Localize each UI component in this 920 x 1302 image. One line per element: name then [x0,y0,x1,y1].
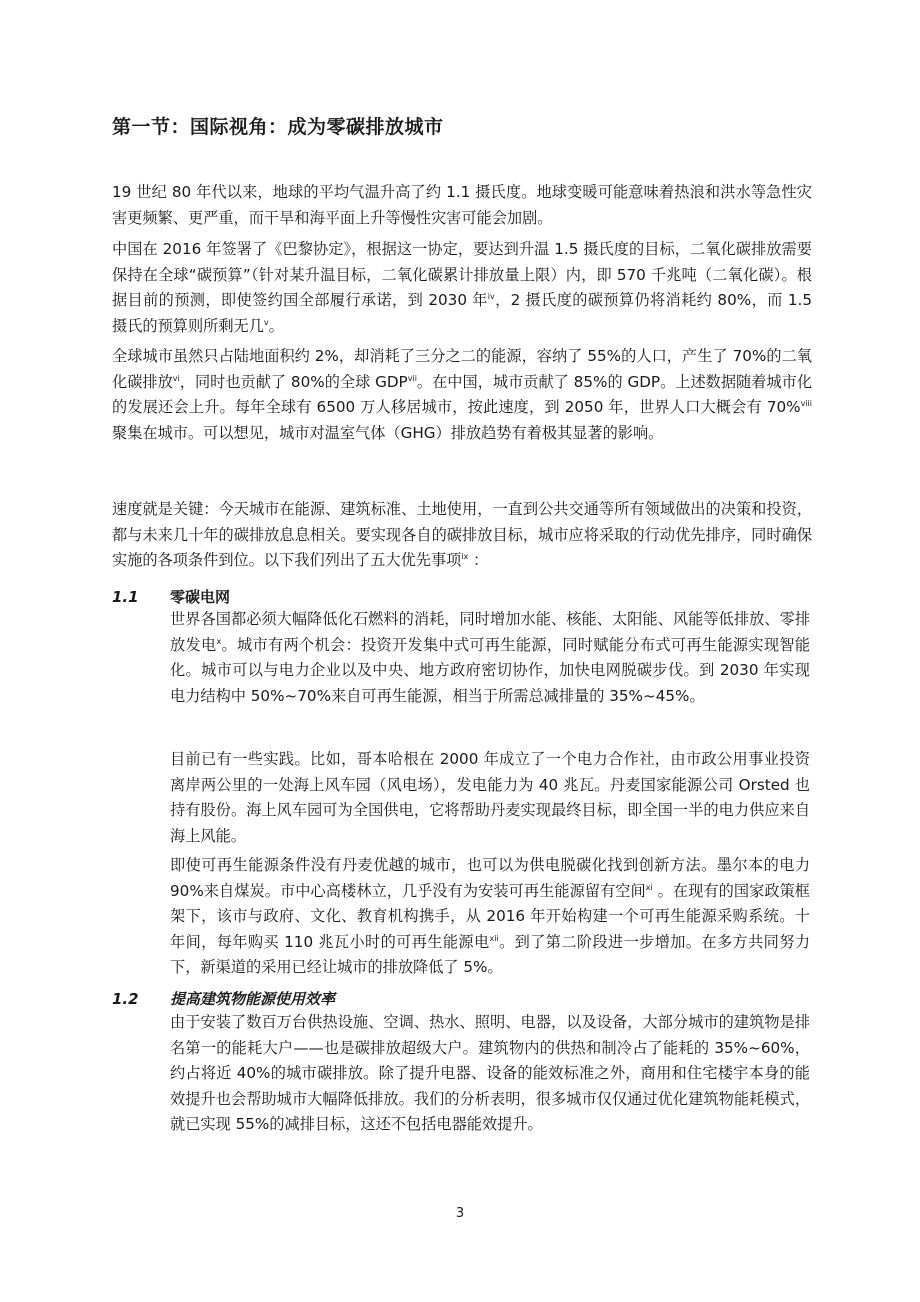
paris-agreement-paragraph [112,237,812,339]
subsection-number: 1.2 [112,990,139,1008]
text-run: 即使可再生能源条件没有丹麦优越的城市，也可以为供电脱碳化找到创新方法。墨尔本的电力 90%来自煤炭。市中心高楼林立，几乎没有为安装可再生能源留有空间 [170,856,810,900]
subsection-label: 零碳电网 [170,588,231,606]
text-run: 全球城市虽然只占陆地面积约 2%，却消耗了三分之二的能源，容纳了 55%的人口，产生了 70%的二氧化碳排放 [112,347,812,391]
melbourne-paragraph [170,853,810,981]
page-number: 3 [455,1206,465,1221]
intro-paragraph: 19 世纪 80 年代以来，地球的平均气温升高了约 1.1 摄氏度。地球变暖可能意味着热浪和洪水等急性灾害更频繁、更严重，而干旱和海平面上升等慢性灾害可能会加剧。 [112,183,812,227]
zero-carbon-grid-paragraph [170,607,810,709]
footnote-ref: ix [461,551,469,561]
text-run: 。到了第二阶段进一步增加。在多方共同努力下，新渠道的采用已经让城市的排放降低了 5%。 [170,932,811,976]
footnote-ref: iv [487,291,495,301]
footnote-ref: v [263,317,269,327]
text-run: 聚集在城市。可以想见，城市对温室气体（GHG）排放趋势有着极其显著的影响。 [112,423,664,442]
text-run: 。在现有的国家政策框架下，该市与政府、文化、教育机构携手，从 2016 年开始构建一个可再生能源采购系统。十年间，每年购买 110 兆瓦小时的可再生能源电 [170,881,810,951]
text-run: 世界各国都必须大幅降低化石燃料的消耗，同时增加水能、核能、太阳能、风能等低排放、零排放发电 [170,610,810,654]
text-run: ，同时也贡献了 80%的全球 GDP [179,372,408,391]
speed-paragraph [112,497,812,574]
urban-emissions-paragraph [112,344,812,446]
subsection-number: 1.1 [112,588,139,606]
text-run: 。 [268,316,284,335]
text-run: 中国在 2016 年签署了《巴黎协定》，根据这一协定，要达到升温 1.5 摄氏度的目标，二氧化碳排放需要保持在全球“碳预算”（针对某升温目标，二氧化碳累计排放量上限）内，即 570 千兆吨（二氧化碳）。根据目前的预测，即使签约国全部履行承诺，到 2030 年 [112,240,812,309]
copenhagen-paragraph: 目前已有一些实践。比如，哥本哈根在 2000 年成立了一个电力合作社，由市政公用事业投资离岸两公里的一处海上风车园（风电场），发电能力为 40 兆瓦。丹麦国家能源公司 Orsted 也持有股份。海上风车园可为全国供电，它将帮助丹麦实现最终目标，即全国一半的电力供应来自海上风能。 [170,750,810,845]
footnote-ref: viii [800,398,812,408]
footnote-ref: xii [489,933,499,943]
subsection-label: 提高建筑物能源使用效率 [170,990,336,1008]
text-run: ，2 摄氏度的碳预算仍将消耗约 80%，而 1.5 摄氏的预算则所剩无几 [112,291,813,335]
subsection-heading-1-2 [112,987,335,1011]
text-run: 。城市有两个机会：投资开发集中式可再生能源，同时赋能分布式可再生能源实现智能化。城市可以与电力企业以及中央、地方政府密切协作，加快电网脱碳步伐。到 2030 年实现电力结构中 50%~70%来自可再生能源，相当于所需总减排量的 35%~45%。 [170,635,811,705]
footnote-ref: xi [645,882,653,892]
section-title: 第一节：国际视角：成为零碳排放城市 [112,116,444,138]
text-run: 速度就是关键：今天城市在能源、建筑标准、土地使用，一直到公共交通等所有领域做出的决策和投资，都与未来几十年的碳排放息息相关。要实现各自的碳排放目标，城市应将采取的行动优先排序，同时确保实施的各项条件到位。以下我们列出了五大优先事项 [112,500,812,569]
footnote-ref: vii [407,373,417,383]
text-run: ： [468,551,489,569]
subsection-heading-1-1 [112,585,230,609]
building-efficiency-paragraph: 由于安装了数百万台供热设施、空调、热水、照明、电器，以及设备，大部分城市的建筑物是排名第一的能耗大户——也是碳排放超级大户。建筑物内的供热和制冷占了能耗的 35%~60%，约占将近 40%的城市碳排放。除了提升电器、设备的能效标准之外，商用和住宅楼宇本身的能效提升也会帮助城市大幅降低排放。我们的分析表明，很多城市仅仅通过优化建筑物能耗模式，就已实现 55%的减排目标，这还不包括电器能效提升。 [170,1013,810,1133]
footnote-ref: x [216,636,222,646]
text-run: 。在中国，城市贡献了 85%的 GDP。上述数据随着城市化的发展还会上升。每年全球有 6500 万人移居城市，按此速度，到 2050 年，世界人口大概会有 70% [112,372,813,416]
footnote-ref: vi [172,373,180,383]
